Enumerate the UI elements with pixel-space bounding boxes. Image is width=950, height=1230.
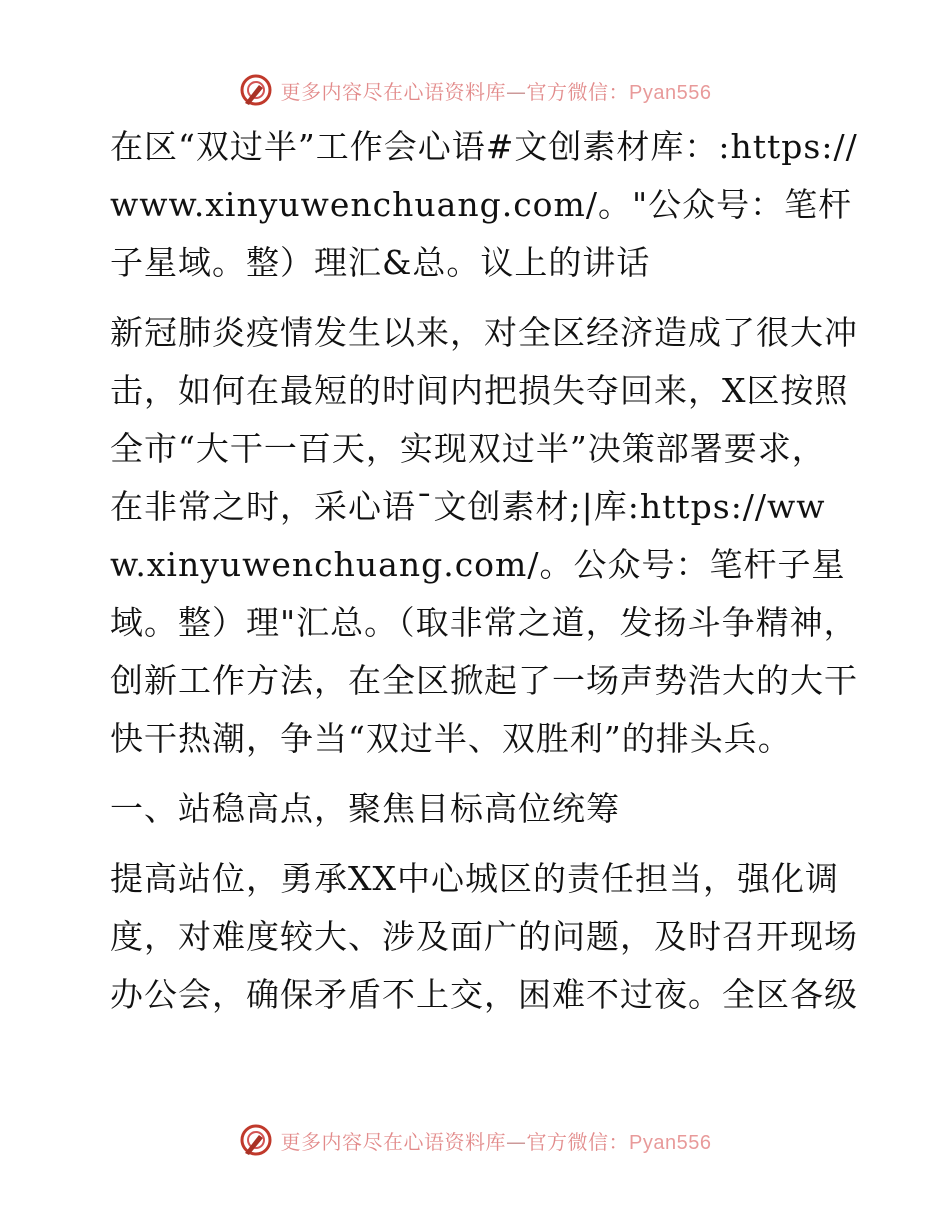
watermark-text: 更多内容尽在心语资料库—官方微信：Pyan556 bbox=[280, 1129, 712, 1154]
paragraph-1: 新冠肺炎疫情发生以来，对全区经济造成了很大冲击，如何在最短的时间内把损失夺回来，X区按照全市“大干一百天，实现双过半”决策部署要求，在非常之时，采心语¯文创素材;|库:https://www.xinyuwenchuang.com/。公众号：笔杆子星域。整）理"汇总。（取非常之道，发扬斗争精神，创新工作方法，在全区掀起了一场声势浩大的大干快干热潮，争当“双过半、双胜利”的排头兵。 bbox=[110, 313, 858, 758]
watermark-text: 更多内容尽在心语资料库—官方微信：Pyan556 bbox=[280, 79, 712, 104]
paragraph-2: 提高站位，勇承XX中心城区的责任担当，强化调度，对难度较大、涉及面广的问题，及时召开现场办公会，确保矛盾不上交，困难不过夜。全区各级 bbox=[110, 859, 858, 1014]
pen-logo-icon bbox=[239, 73, 273, 107]
document-body bbox=[98, 118, 858, 1036]
pen-logo-icon bbox=[239, 1123, 273, 1157]
document-title: 在区“双过半”工作会心语#文创素材库：:https://www.xinyuwenchuang.com/。"公众号：笔杆子星域。整）理汇&总。议上的讲话 bbox=[110, 127, 858, 282]
watermark-banner-top bbox=[0, 70, 950, 110]
watermark-banner-bottom bbox=[0, 1120, 950, 1160]
section-heading-1: 一、站稳高点，聚焦目标高位统筹 bbox=[110, 789, 620, 828]
